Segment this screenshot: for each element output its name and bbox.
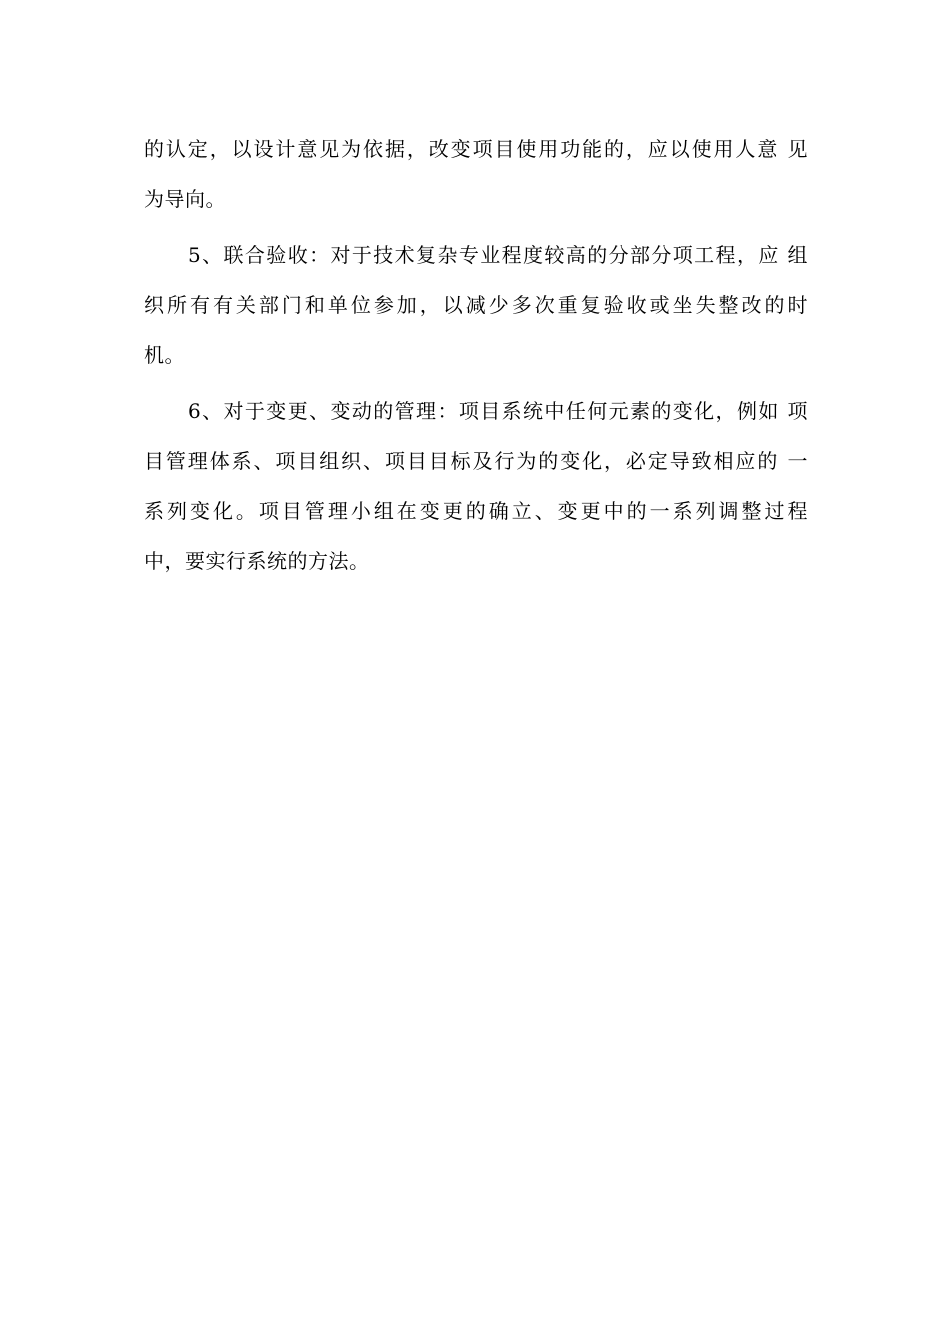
text-line: 中，要实行系统的方法。: [144, 549, 370, 573]
text-line: 5、联合验收：对于技术复杂专业程度较高的分部分项工程，应 组: [188, 243, 808, 267]
paragraph-item-6: [144, 386, 808, 586]
text-line: 织所有有关部门和单位参加，以减少多次重复验收或坐失整改的时: [144, 293, 808, 317]
text-line: 的认定，以设计意见为依据，改变项目使用功能的，应以使用人意 见: [144, 137, 808, 161]
text-line: 目管理体系、项目组织、项目目标及行为的变化，必定导致相应的 一: [144, 449, 808, 473]
paragraph-item-5: [144, 230, 808, 380]
paragraph-continuation: [144, 124, 808, 224]
text-line: 为导向。: [144, 187, 226, 211]
text-line: 系列变化。项目管理小组在变更的确立、变更中的一系列调整过程: [144, 499, 808, 523]
document-body: [144, 124, 808, 586]
text-line: 机。: [144, 343, 185, 367]
text-line: 6、对于变更、变动的管理：项目系统中任何元素的变化，例如 项: [188, 399, 808, 423]
